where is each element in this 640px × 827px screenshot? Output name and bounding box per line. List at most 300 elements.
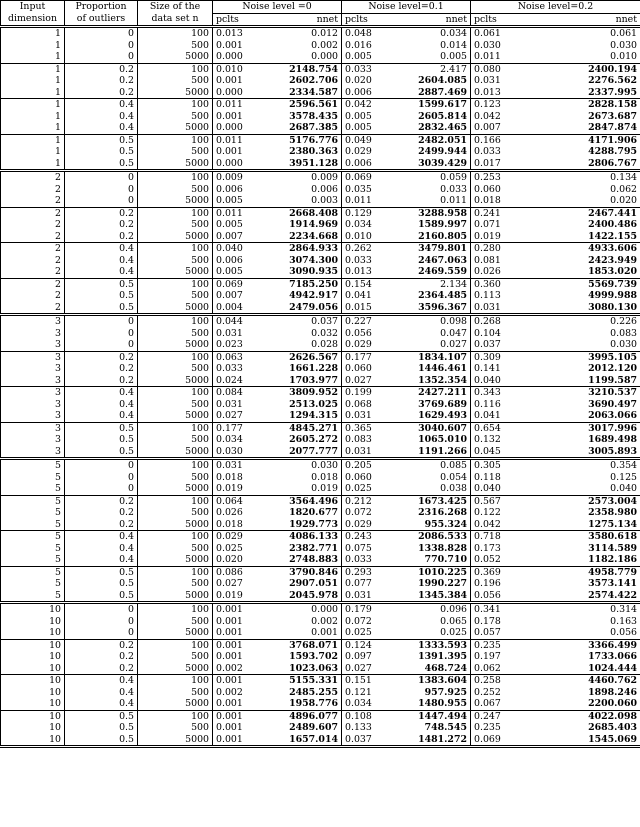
cell-nnet-noise-0-1: 1383.604 [389,675,471,687]
cell-pclts-noise-0: 0.001 [213,675,259,687]
cell-pclts-noise-0-1: 0.072 [342,616,389,628]
table-row [1,278,640,290]
table-header [1,1,640,27]
cell-nnet-noise-0-2: 0.314 [518,603,640,616]
cell-pclts-noise-0-2: 0.241 [471,207,518,219]
cell-nnet-noise-0-2: 3580.618 [518,531,640,543]
cell-nnet-noise-0: 2334.587 [289,86,338,98]
cell-pclts-noise-0-1: 0.097 [342,651,389,663]
cell-pclts-noise-0-2: 0.062 [471,663,518,675]
cell-dataset-size: 500 [138,255,213,267]
cell-nnet-noise-0-1: 1352.354 [418,374,467,386]
header-input-dimension: Input [1,1,65,14]
table-row [1,627,640,639]
cell-input-dimension: 10 [1,675,65,687]
cell-dataset-size: 100 [138,639,213,651]
table-row [1,255,640,267]
table-row [1,339,640,351]
cell-input-dimension: 2 [1,243,65,255]
cell-input-dimension: 3 [1,328,65,340]
cell-pclts-noise-0-1: 0.069 [342,171,389,184]
cell-nnet-noise-0-2: 0.061 [518,27,640,40]
cell-nnet-noise-0-2: 4933.606 [518,243,640,255]
cell-pclts-noise-0: 0.025 [213,543,259,555]
cell-dataset-size: 500 [138,146,213,158]
cell-input-dimension: 10 [1,603,65,616]
cell-nnet-noise-0: 0.000 [311,51,338,62]
table-row [1,243,640,255]
cell-dataset-size: 500 [138,219,213,231]
cell-pclts-noise-0-1: 0.031 [342,446,389,459]
cell-nnet-noise-0-1: 0.033 [440,183,467,195]
cell-proportion-outliers: 0 [65,328,138,340]
cell-nnet-noise-0: 0.032 [311,327,338,339]
cell-nnet-noise-0-2: 0.020 [518,195,640,207]
cell-pclts-noise-0-2: 0.173 [471,543,518,555]
table-row [1,207,640,219]
cell-nnet-noise-0: 2626.567 [259,351,342,363]
cell-nnet-noise-0-1: 1990.227 [418,578,467,589]
table-row [1,566,640,578]
cell-nnet-noise-0-2: 4171.906 [518,134,640,146]
cell-dataset-size: 500 [138,578,213,590]
cell-pclts-noise-0-1: 0.293 [342,566,389,578]
cell-dataset-size: 5000 [138,483,213,495]
cell-pclts-noise-0-1: 0.011 [342,195,389,207]
cell-input-dimension: 10 [1,698,65,710]
table-row [1,590,640,603]
cell-pclts-noise-0-1: 0.060 [342,363,389,375]
cell-pclts-noise-0-1: 0.005 [342,111,389,123]
cell-dataset-size: 5000 [138,158,213,171]
cell-nnet-noise-0-2: 0.125 [518,472,640,484]
cell-proportion-outliers: 0.2 [65,375,138,387]
cell-input-dimension: 2 [1,171,65,184]
cell-pclts-noise-0: 0.019 [213,590,259,603]
cell-nnet-noise-0-1: 2.134 [389,278,471,290]
cell-nnet-noise-0: 2479.056 [289,301,338,313]
cell-proportion-outliers: 0 [65,40,138,52]
cell-pclts-noise-0-1: 0.010 [342,231,389,243]
cell-nnet-noise-0: 1914.969 [289,219,338,230]
cell-pclts-noise-0-1: 0.041 [342,290,389,302]
cell-nnet-noise-0-2: 0.226 [518,315,640,328]
cell-nnet-noise-0-2: 0.010 [518,51,640,63]
cell-proportion-outliers: 0 [65,171,138,184]
table-row [1,40,640,52]
table-body [1,27,640,747]
table-row [1,219,640,231]
cell-pclts-noise-0: 0.023 [213,339,259,351]
cell-nnet-noise-0: 2513.025 [289,398,338,410]
cell-nnet-noise-0-2: 2063.066 [518,410,640,422]
cell-nnet-noise-0: 1661.228 [289,363,338,374]
cell-nnet-noise-0: 3074.300 [289,254,338,266]
cell-nnet-noise-0: 3578.435 [289,110,338,122]
cell-nnet-noise-0-1: 1480.955 [418,698,467,709]
table-row [1,722,640,734]
table-row [1,616,640,628]
cell-pclts-noise-0-2: 0.178 [471,616,518,628]
cell-pclts-noise-0-2: 0.013 [471,87,518,99]
cell-pclts-noise-0: 0.064 [213,495,259,507]
cell-dataset-size: 100 [138,27,213,40]
cell-nnet-noise-0-2: 3573.141 [518,578,640,590]
cell-nnet-noise-0-2: 2358.980 [518,507,640,519]
cell-pclts-noise-0-2: 0.060 [471,184,518,196]
header-nnet-noise-0-2: nnet [518,13,640,27]
cell-proportion-outliers: 0.2 [65,663,138,675]
cell-proportion-outliers: 0.4 [65,687,138,699]
cell-pclts-noise-0-1: 0.029 [342,519,389,531]
cell-nnet-noise-0-2: 1275.134 [518,519,640,531]
cell-input-dimension: 1 [1,134,65,146]
cell-nnet-noise-0-1: 468.724 [424,662,467,674]
cell-dataset-size: 5000 [138,734,213,747]
cell-nnet-noise-0: 2077.777 [289,445,338,457]
cell-nnet-noise-0: 0.002 [311,39,338,51]
cell-dataset-size: 5000 [138,698,213,710]
cell-nnet-noise-0-2: 0.062 [518,184,640,196]
cell-nnet-noise-0-2: 0.134 [518,171,640,184]
cell-pclts-noise-0: 0.005 [213,195,259,207]
table-row [1,459,640,472]
cell-nnet-noise-0: 2864.933 [259,243,342,255]
cell-nnet-noise-0-2: 2806.767 [518,158,640,171]
cell-dataset-size: 500 [138,687,213,699]
cell-nnet-noise-0: 3951.128 [289,157,338,169]
cell-nnet-noise-0-1: 3769.689 [418,398,467,410]
table-row [1,51,640,63]
cell-pclts-noise-0: 0.040 [213,243,259,255]
cell-input-dimension: 5 [1,566,65,578]
cell-input-dimension: 2 [1,195,65,207]
cell-proportion-outliers: 0.2 [65,219,138,231]
cell-nnet-noise-0-1: 0.059 [389,171,471,184]
table-row [1,543,640,555]
cell-pclts-noise-0-2: 0.030 [471,40,518,52]
cell-nnet-noise-0-1: 2499.944 [418,146,467,157]
cell-nnet-noise-0-2: 3210.537 [518,387,640,399]
cell-nnet-noise-0: 4896.077 [259,710,342,722]
cell-nnet-noise-0-1: 1673.425 [389,495,471,507]
cell-pclts-noise-0: 0.018 [213,472,259,484]
table-row [1,675,640,687]
cell-input-dimension: 3 [1,351,65,363]
cell-dataset-size: 100 [138,422,213,434]
cell-nnet-noise-0-2: 3080.130 [518,302,640,315]
cell-nnet-noise-0: 1958.776 [289,698,338,709]
cell-pclts-noise-0: 0.001 [213,146,259,158]
header-dataset-size: Size of the [138,1,213,14]
table-row [1,410,640,422]
cell-nnet-noise-0: 0.028 [311,339,338,350]
cell-nnet-noise-0: 5176.776 [259,134,342,146]
cell-proportion-outliers: 0 [65,627,138,639]
cell-nnet-noise-0-1: 955.324 [424,518,467,530]
cell-pclts-noise-0: 0.001 [213,75,259,87]
cell-proportion-outliers: 0.4 [65,387,138,399]
cell-input-dimension: 1 [1,146,65,158]
cell-input-dimension: 10 [1,663,65,675]
cell-nnet-noise-0-2: 0.030 [518,339,640,351]
table-row [1,554,640,566]
cell-pclts-noise-0-1: 0.027 [342,663,389,675]
cell-pclts-noise-0-2: 0.017 [471,158,518,171]
cell-dataset-size: 100 [138,99,213,111]
cell-dataset-size: 100 [138,315,213,328]
cell-pclts-noise-0-2: 0.654 [471,422,518,434]
cell-nnet-noise-0-1: 0.098 [389,315,471,328]
cell-pclts-noise-0-1: 0.056 [342,328,389,340]
cell-dataset-size: 100 [138,171,213,184]
cell-pclts-noise-0-1: 0.154 [342,278,389,290]
table-row [1,422,640,434]
cell-pclts-noise-0-1: 0.033 [342,554,389,566]
cell-nnet-noise-0-1: 0.025 [440,627,467,638]
cell-pclts-noise-0-1: 0.121 [342,687,389,699]
cell-pclts-noise-0: 0.027 [213,578,259,590]
cell-input-dimension: 1 [1,75,65,87]
cell-nnet-noise-0-2: 0.030 [518,40,640,52]
cell-pclts-noise-0: 0.002 [213,687,259,699]
cell-pclts-noise-0: 0.033 [213,363,259,375]
cell-pclts-noise-0-2: 0.252 [471,687,518,699]
cell-pclts-noise-0-2: 0.067 [471,698,518,710]
cell-pclts-noise-0: 0.001 [213,734,259,747]
cell-nnet-noise-0-1: 0.085 [389,459,471,472]
cell-input-dimension: 5 [1,554,65,566]
cell-pclts-noise-0-1: 0.129 [342,207,389,219]
cell-proportion-outliers: 0.4 [65,698,138,710]
cell-proportion-outliers: 0.5 [65,722,138,734]
cell-proportion-outliers: 0 [65,51,138,63]
cell-pclts-noise-0: 0.010 [213,63,259,75]
cell-dataset-size: 5000 [138,122,213,134]
cell-nnet-noise-0-1: 1481.272 [389,734,471,747]
table-row [1,111,640,123]
cell-input-dimension: 5 [1,578,65,590]
table-row [1,315,640,328]
cell-input-dimension: 2 [1,290,65,302]
cell-dataset-size: 500 [138,184,213,196]
cell-nnet-noise-0: 3090.935 [289,266,338,277]
cell-nnet-noise-0-1: 3596.367 [418,301,467,313]
cell-pclts-noise-0: 0.004 [213,302,259,315]
cell-nnet-noise-0: 4086.133 [259,531,342,543]
cell-proportion-outliers: 0.4 [65,111,138,123]
table-row [1,99,640,111]
cell-pclts-noise-0-1: 0.027 [342,375,389,387]
cell-nnet-noise-0-1: 2316.268 [418,507,467,518]
cell-pclts-noise-0-2: 0.057 [471,627,518,639]
cell-pclts-noise-0-2: 0.118 [471,472,518,484]
cell-input-dimension: 5 [1,531,65,543]
cell-proportion-outliers: 0.2 [65,231,138,243]
cell-nnet-noise-0-1: 1333.593 [389,639,471,651]
cell-nnet-noise-0-1: 957.925 [424,686,467,698]
cell-nnet-noise-0-1: 2467.063 [418,254,467,266]
cell-proportion-outliers: 0 [65,483,138,495]
table-row [1,519,640,531]
cell-proportion-outliers: 0.5 [65,422,138,434]
cell-nnet-noise-0: 0.003 [311,195,338,206]
cell-input-dimension: 2 [1,255,65,267]
cell-dataset-size: 500 [138,543,213,555]
cell-pclts-noise-0: 0.011 [213,207,259,219]
cell-dataset-size: 5000 [138,590,213,603]
cell-nnet-noise-0: 3809.952 [259,387,342,399]
cell-proportion-outliers: 0.5 [65,134,138,146]
cell-dataset-size: 500 [138,651,213,663]
cell-pclts-noise-0-2: 0.042 [471,111,518,123]
cell-nnet-noise-0-1: 1010.225 [389,566,471,578]
cell-input-dimension: 10 [1,734,65,747]
cell-nnet-noise-0-2: 1199.587 [518,375,640,387]
table-row [1,687,640,699]
table-row [1,639,640,651]
header-dataset-size-sub: data set n [138,13,213,27]
cell-nnet-noise-0: 3768.071 [259,639,342,651]
cell-pclts-noise-0: 0.177 [213,422,259,434]
table-row [1,375,640,387]
cell-pclts-noise-0: 0.007 [213,231,259,243]
cell-input-dimension: 2 [1,278,65,290]
cell-pclts-noise-0: 0.001 [213,722,259,734]
cell-pclts-noise-0-1: 0.133 [342,722,389,734]
cell-nnet-noise-0-1: 0.038 [440,483,467,494]
cell-pclts-noise-0: 0.005 [213,219,259,231]
table-row [1,63,640,75]
cell-pclts-noise-0: 0.031 [213,459,259,472]
cell-nnet-noise-0-2: 2400.486 [518,219,640,231]
cell-dataset-size: 5000 [138,519,213,531]
cell-nnet-noise-0-1: 1834.107 [389,351,471,363]
cell-proportion-outliers: 0 [65,472,138,484]
cell-pclts-noise-0-2: 0.343 [471,387,518,399]
cell-proportion-outliers: 0.4 [65,266,138,278]
cell-pclts-noise-0-1: 0.205 [342,459,389,472]
cell-pclts-noise-0-1: 0.212 [342,495,389,507]
cell-dataset-size: 5000 [138,51,213,63]
cell-dataset-size: 5000 [138,339,213,351]
table-row [1,146,640,158]
cell-nnet-noise-0: 0.019 [311,483,338,494]
cell-pclts-noise-0-2: 0.268 [471,315,518,328]
cell-pclts-noise-0-1: 0.199 [342,387,389,399]
cell-input-dimension: 2 [1,184,65,196]
cell-pclts-noise-0: 0.001 [213,111,259,123]
cell-pclts-noise-0-2: 0.235 [471,722,518,734]
cell-pclts-noise-0: 0.029 [213,531,259,543]
table-row [1,363,640,375]
cell-dataset-size: 100 [138,675,213,687]
cell-proportion-outliers: 0.4 [65,399,138,411]
cell-nnet-noise-0-2: 2673.687 [518,111,640,123]
cell-pclts-noise-0-1: 0.033 [342,255,389,267]
cell-pclts-noise-0: 0.001 [213,651,259,663]
cell-nnet-noise-0-1: 748.545 [424,722,467,733]
table-row [1,122,640,134]
cell-input-dimension: 3 [1,422,65,434]
cell-nnet-noise-0: 2668.408 [259,207,342,219]
cell-proportion-outliers: 0 [65,27,138,40]
cell-nnet-noise-0: 1023.063 [289,662,338,674]
cell-dataset-size: 500 [138,616,213,628]
cell-dataset-size: 100 [138,531,213,543]
cell-nnet-noise-0-2: 1024.444 [518,663,640,675]
cell-pclts-noise-0-2: 0.258 [471,675,518,687]
cell-dataset-size: 500 [138,363,213,375]
cell-dataset-size: 100 [138,459,213,472]
cell-dataset-size: 100 [138,278,213,290]
cell-nnet-noise-0: 2687.385 [289,122,338,133]
cell-proportion-outliers: 0.2 [65,63,138,75]
cell-pclts-noise-0-1: 0.049 [342,134,389,146]
cell-pclts-noise-0-1: 0.151 [342,675,389,687]
cell-nnet-noise-0-1: 1446.461 [418,363,467,374]
cell-pclts-noise-0: 0.009 [213,171,259,184]
cell-pclts-noise-0-1: 0.031 [342,410,389,422]
cell-input-dimension: 1 [1,40,65,52]
table-row [1,27,640,40]
cell-input-dimension: 1 [1,87,65,99]
cell-pclts-noise-0-1: 0.035 [342,184,389,196]
cell-input-dimension: 5 [1,519,65,531]
cell-proportion-outliers: 0.4 [65,531,138,543]
cell-pclts-noise-0: 0.006 [213,184,259,196]
cell-nnet-noise-0-1: 2086.533 [389,531,471,543]
cell-pclts-noise-0-1: 0.075 [342,543,389,555]
cell-nnet-noise-0-2: 2337.995 [518,87,640,99]
cell-pclts-noise-0-2: 0.166 [471,134,518,146]
cell-input-dimension: 10 [1,639,65,651]
table-row [1,531,640,543]
table-row [1,578,640,590]
cell-nnet-noise-0-1: 0.054 [440,471,467,483]
cell-dataset-size: 100 [138,566,213,578]
cell-pclts-noise-0: 0.030 [213,446,259,459]
cell-proportion-outliers: 0.2 [65,507,138,519]
cell-proportion-outliers: 0.4 [65,543,138,555]
cell-nnet-noise-0: 0.001 [311,627,338,638]
cell-input-dimension: 3 [1,315,65,328]
cell-nnet-noise-0: 7185.250 [259,278,342,290]
cell-nnet-noise-0-2: 3017.996 [518,422,640,434]
cell-pclts-noise-0: 0.027 [213,410,259,422]
cell-nnet-noise-0-2: 1898.246 [518,687,640,699]
cell-nnet-noise-0: 1703.977 [289,374,338,386]
cell-pclts-noise-0-1: 0.262 [342,243,389,255]
cell-pclts-noise-0-2: 0.123 [471,99,518,111]
header-noise-level-0-2: Noise level=0.2 [471,1,640,14]
cell-nnet-noise-0-2: 2467.441 [518,207,640,219]
cell-nnet-noise-0-2: 1733.066 [518,651,640,663]
cell-dataset-size: 500 [138,111,213,123]
cell-dataset-size: 5000 [138,302,213,315]
cell-pclts-noise-0: 0.001 [213,710,259,722]
cell-nnet-noise-0: 0.000 [259,603,342,616]
cell-proportion-outliers: 0.4 [65,243,138,255]
cell-nnet-noise-0: 0.018 [311,471,338,483]
cell-pclts-noise-0-2: 0.116 [471,399,518,411]
cell-input-dimension: 5 [1,543,65,555]
cell-proportion-outliers: 0 [65,315,138,328]
cell-nnet-noise-0-2: 3366.499 [518,639,640,651]
cell-dataset-size: 500 [138,507,213,519]
cell-pclts-noise-0-2: 0.141 [471,363,518,375]
cell-pclts-noise-0-1: 0.034 [342,219,389,231]
